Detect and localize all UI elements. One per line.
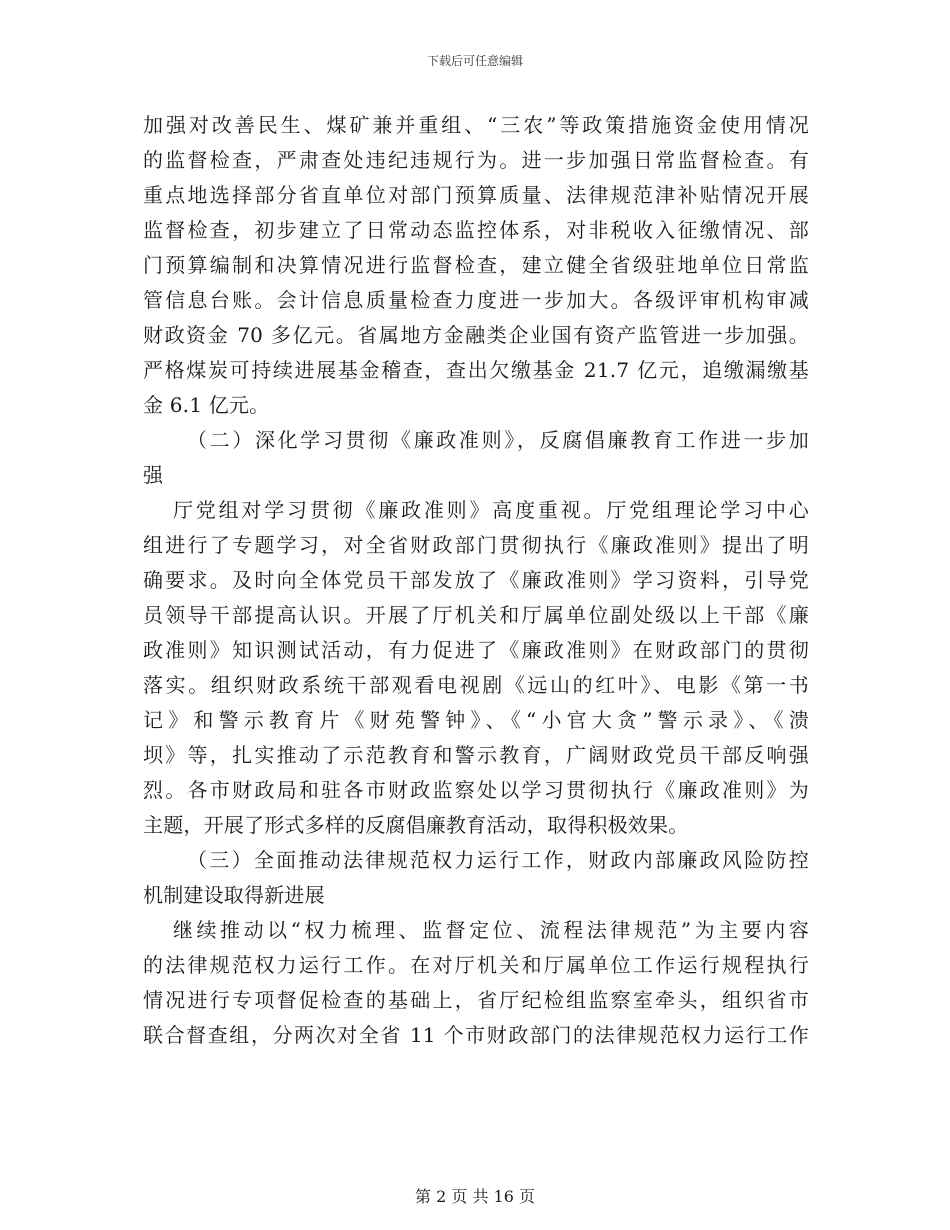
section-heading: （二）深化学习贯彻《廉政准则》，反腐倡廉教育工作进一步加 xyxy=(187,428,809,452)
text-line: 组进行了专题学习，对全省财政部门贯彻执行《廉政准则》提出了明 xyxy=(143,533,809,557)
page-number: 第 2 页 共 16 页 xyxy=(415,1187,535,1206)
text-line: 继续推动以“权力梳理、监督定位、流程法律规范”为主要内容 xyxy=(173,918,809,942)
text-line: 记》和警示教育片《财苑警钟》、《“小官大贪”警示录》、《溃 xyxy=(143,708,809,732)
text-line: 确要求。及时向全体党员干部发放了《廉政准则》学习资料，引导党 xyxy=(143,568,809,592)
text-line: 员领导干部提高认识。开展了厅机关和厅属单位副处级以上干部《廉 xyxy=(143,603,809,627)
text-line: 厅党组对学习贯彻《廉政准则》高度重视。厅党组理论学习中心 xyxy=(173,498,809,522)
section-heading: 机制建设取得新进展 xyxy=(143,883,325,907)
text-line: 坝》等，扎实推动了示范教育和警示教育，广阔财政党员干部反响强 xyxy=(143,743,809,767)
text-line: 落实。组织财政系统干部观看电视剧《远山的红叶》、电影《第一书 xyxy=(143,673,809,697)
text-line: 的监督检查，严肃查处违纪违规行为。进一步加强日常监督检查。有 xyxy=(143,148,809,172)
text-line: 加强对改善民生、煤矿兼并重组、“三农”等政策措施资金使用情况 xyxy=(143,113,809,137)
text-line: 联合督查组，分两次对全省 11 个市财政部门的法律规范权力运行工作 xyxy=(143,1023,809,1047)
section-heading: （三）全面推动法律规范权力运行工作，财政内部廉政风险防控 xyxy=(187,848,809,872)
document-body xyxy=(143,108,809,1053)
text-line: 管信息台账。会计信息质量检查力度进一步加大。各级评审机构审减 xyxy=(143,288,809,312)
text-line: 重点地选择部分省直单位对部门预算质量、法律规范津补贴情况开展 xyxy=(143,183,809,207)
text-line: 门预算编制和决算情况进行监督检查，建立健全省级驻地单位日常监 xyxy=(143,253,809,277)
section-heading: 强 xyxy=(143,463,164,487)
text-line: 主题，开展了形式多样的反腐倡廉教育活动，取得积极效果。 xyxy=(143,813,689,837)
text-line: 政准则》知识测试活动，有力促进了《廉政准则》在财政部门的贯彻 xyxy=(143,638,809,662)
text-line: 严格煤炭可持续进展基金稽查，查出欠缴基金 21.7 亿元，追缴漏缴基 xyxy=(143,358,809,382)
text-line: 财政资金 70 多亿元。省属地方金融类企业国有资产监管进一步加强。 xyxy=(143,323,809,347)
text-line: 烈。各市财政局和驻各市财政监察处以学习贯彻执行《廉政准则》为 xyxy=(143,778,809,802)
page-header: 下载后可任意编辑 xyxy=(426,54,523,68)
text-line: 的法律规范权力运行工作。在对厅机关和厅属单位工作运行规程执行 xyxy=(143,953,809,977)
text-line: 监督检查，初步建立了日常动态监控体系，对非税收入征缴情况、部 xyxy=(143,218,809,242)
text-line: 金 6.1 亿元。 xyxy=(143,393,270,417)
text-line: 情况进行专项督促检查的基础上，省厅纪检组监察室牵头，组织省市 xyxy=(143,988,809,1012)
